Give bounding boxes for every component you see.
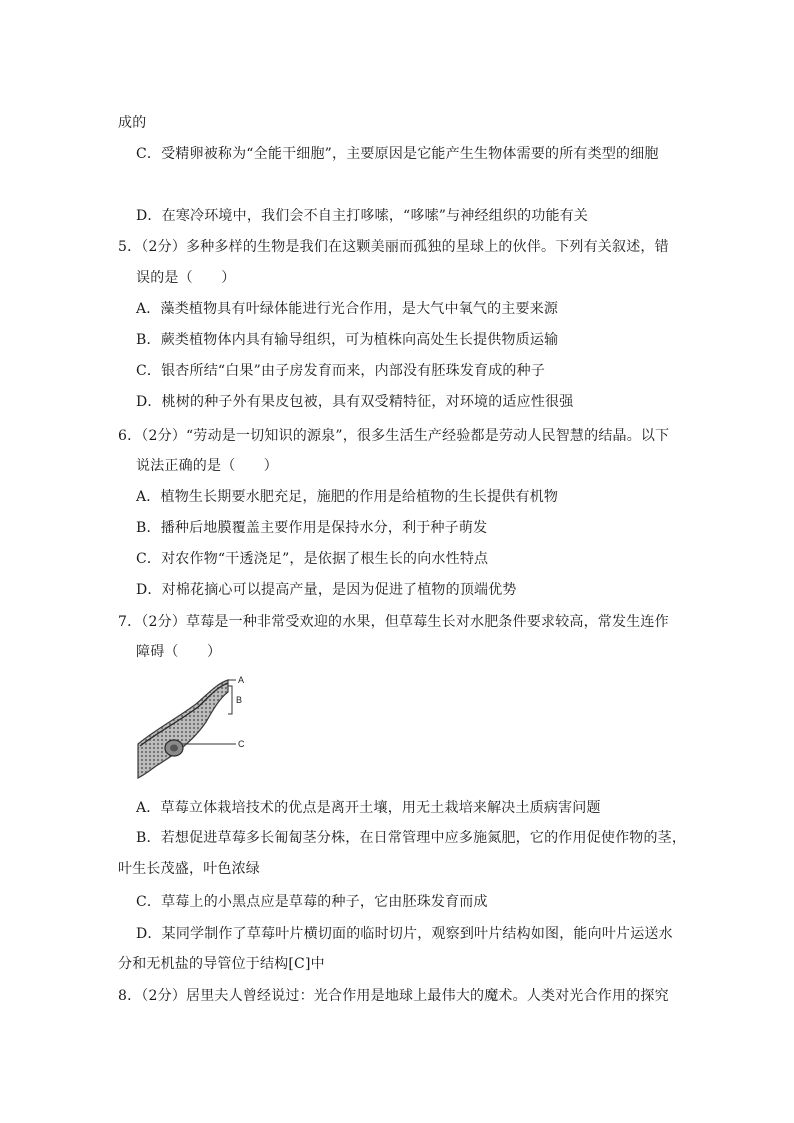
label-b: B (236, 695, 243, 705)
question-7-stem-cont: 障碍（ ） (136, 644, 222, 660)
leaf-cross-section-figure (136, 674, 256, 784)
option-c: C．草莓上的小黑点应是草莓的种子，它由胚珠发育而成 (136, 894, 488, 910)
option-a: A．藻类植物具有叶绿体能进行光合作用，是大气中氧气的主要来源 (136, 301, 559, 317)
option-d: D．某同学制作了草莓叶片横切面的临时切片，观察到叶片结构如图，能向叶片运送水 (136, 926, 673, 942)
option-d-cont: 分和无机盐的导管位于结构[C]中 (118, 956, 325, 972)
question-7-stem: 7．（2分）草莓是一种非常受欢迎的水果，但草莓生长对水肥条件要求较高，常发生连作 (118, 614, 669, 630)
question-6-stem-cont: 说法正确的是（ ） (136, 458, 278, 474)
question-8-stem: 8．（2分）居里夫人曾经说过：光合作用是地球上最伟大的魔术。人类对光合作用的探究 (118, 988, 669, 1004)
option-b: B．蕨类植物体内具有输导组织，可为植株向高处生长提供物质运输 (136, 332, 559, 348)
option-c: C．受精卵被称为“全能干细胞”，主要原因是它能产生生物体需要的所有类型的细胞 (136, 146, 659, 162)
option-d: D．在寒冷环境中，我们会不自主打哆嗦，“哆嗦”与神经组织的功能有关 (136, 208, 589, 224)
option-b: B．若想促进草莓多长匍匐茎分株，在日常管理中应多施氮肥，它的作用促使作物的茎， (136, 830, 687, 846)
option-b-cont: 叶生长茂盛，叶色浓绿 (118, 861, 260, 877)
option-b: B．播种后地膜覆盖主要作用是保持水分，利于种子萌发 (136, 520, 488, 536)
question-5-stem: 5．（2分）多种多样的生物是我们在这颗美丽而孤独的星球上的伙伴。下列有关叙述，错 (118, 239, 669, 255)
option-c: C．银杏所结“白果”由子房发育而来，内部没有胚珠发育成的种子 (136, 363, 546, 379)
option-c: C．对农作物“干透浇足”，是依据了根生长的向水性特点 (136, 551, 489, 567)
option-d: D．对棉花摘心可以提高产量，是因为促进了植物的顶端优势 (136, 582, 517, 598)
option-a: A．植物生长期要水肥充足，施肥的作用是给植物的生长提供有机物 (136, 489, 559, 505)
label-c: C (238, 739, 245, 749)
question-5-stem-cont: 误的是（ ） (136, 270, 236, 286)
option-a: A．草莓立体栽培技术的优点是离开土壤，用无土栽培来解决土质病害问题 (136, 800, 601, 816)
option-d: D．桃树的种子外有果皮包被，具有双受精特征，对环境的适应性很强 (136, 394, 574, 410)
text-line: 成的 (118, 115, 147, 131)
label-a: A (238, 675, 245, 685)
question-6-stem: 6．（2分）“劳动是一切知识的源泉”，很多生活生产经验都是劳动人民智慧的结晶。以下 (118, 428, 670, 444)
